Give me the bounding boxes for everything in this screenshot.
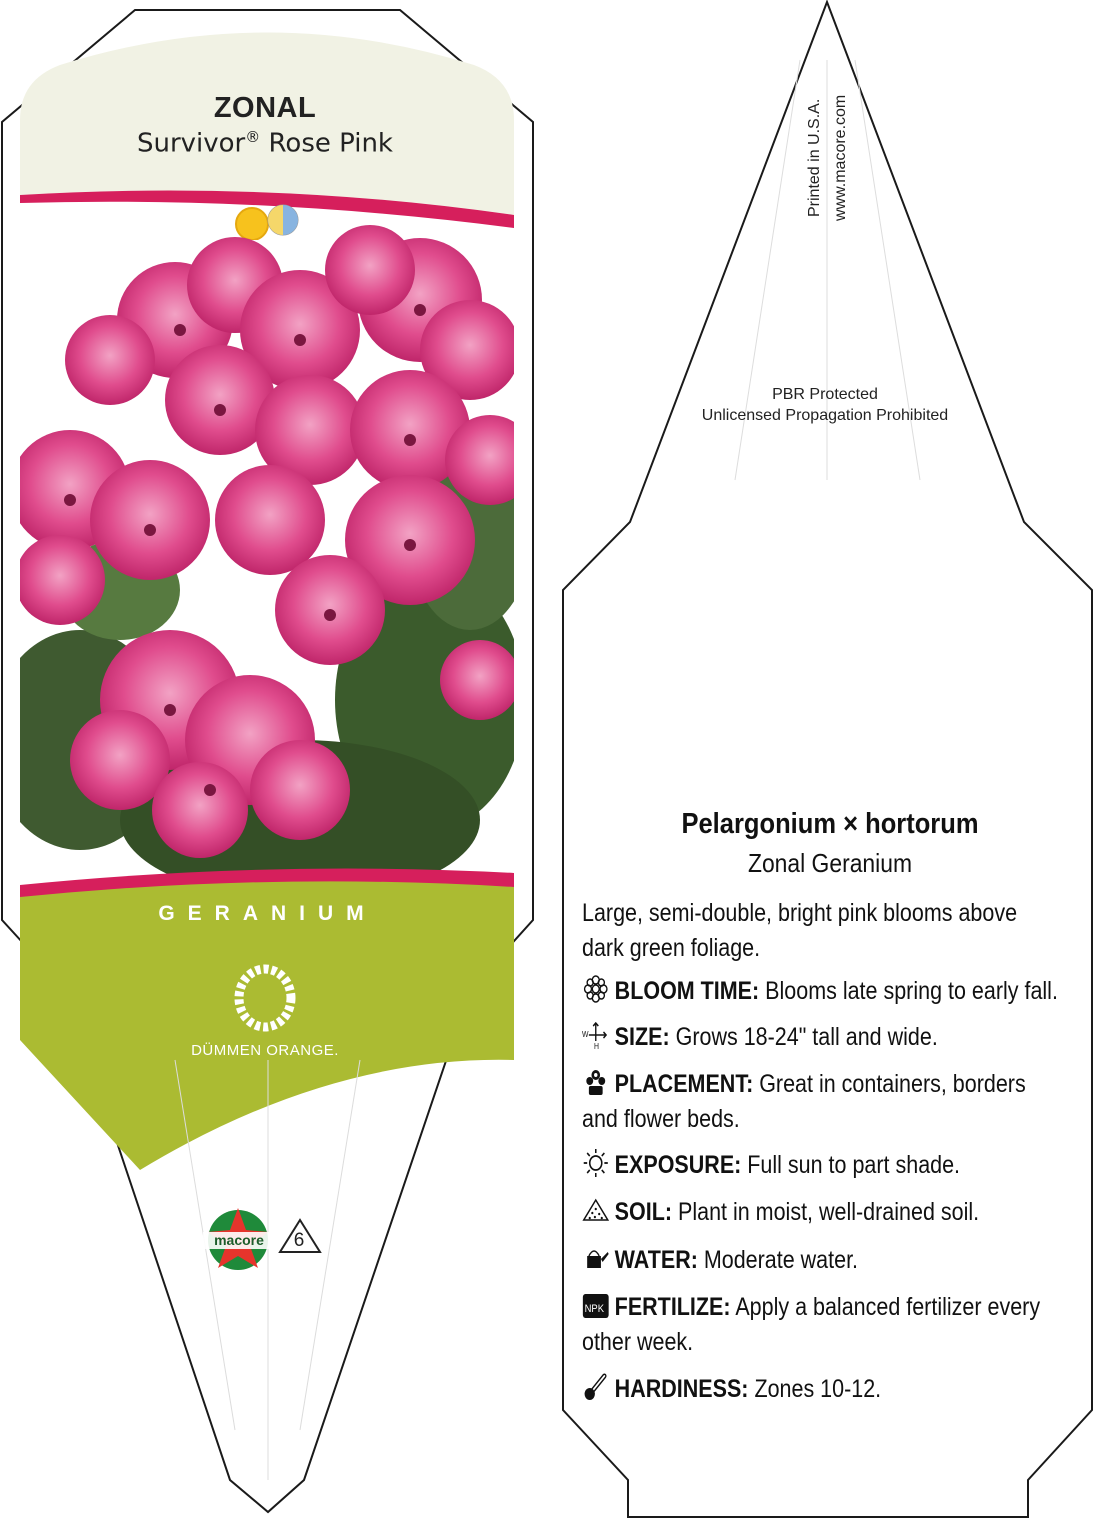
common-name: Zonal Geranium bbox=[747, 848, 913, 878]
bloom-time-label: BLOOM TIME: bbox=[614, 977, 760, 1005]
bloom-time-text: Blooms late spring to early fall. bbox=[759, 977, 1058, 1005]
attr-soil bbox=[582, 1195, 1064, 1230]
size-arrows-icon bbox=[582, 1021, 610, 1049]
watering-can-icon bbox=[582, 1244, 610, 1272]
svg-text:H: H bbox=[594, 1041, 600, 1049]
exposure-label: EXPOSURE: bbox=[614, 1151, 742, 1179]
printed-in-usa: Printed in U.S.A. bbox=[806, 98, 823, 217]
variety-series: Survivor bbox=[136, 128, 246, 159]
website-url: www.macore.com bbox=[832, 94, 849, 221]
flower-icon bbox=[582, 975, 610, 1003]
attr-water bbox=[582, 1243, 1064, 1278]
sun-icon bbox=[582, 1149, 610, 1177]
fertilize-label: FERTILIZE: bbox=[614, 1293, 731, 1321]
pbr-line-2: Unlicensed Propagation Prohibited bbox=[701, 407, 949, 424]
registered-mark: ® bbox=[245, 128, 261, 146]
botanical-name: Pelargonium × hortorum bbox=[681, 808, 979, 840]
attr-bloom-time bbox=[582, 974, 1064, 1009]
hardiness-text: Zones 10-12. bbox=[748, 1375, 882, 1403]
svg-text:W: W bbox=[582, 1029, 589, 1040]
attr-hardiness bbox=[582, 1372, 1064, 1407]
variety-name bbox=[90, 128, 440, 159]
macore-logo-text: macore bbox=[214, 1232, 264, 1248]
pbr-notice bbox=[660, 384, 990, 426]
exposure-text: Full sun to part shade. bbox=[741, 1151, 961, 1179]
flower-photo bbox=[0, 225, 535, 900]
water-label: WATER: bbox=[614, 1246, 698, 1274]
attr-fertilize bbox=[582, 1290, 1064, 1360]
variety-color: Rose Pink bbox=[268, 128, 393, 159]
series-title: ZONAL bbox=[213, 92, 317, 124]
placement-label: PLACEMENT: bbox=[614, 1070, 754, 1098]
npk-icon bbox=[582, 1291, 610, 1319]
category-label: GERANIUM bbox=[158, 902, 377, 925]
attr-exposure bbox=[582, 1148, 1064, 1183]
recycle-number: 6 bbox=[293, 1230, 305, 1251]
size-text: Grows 18-24" tall and wide. bbox=[669, 1023, 938, 1051]
attr-size bbox=[582, 1020, 1064, 1055]
hardiness-label: HARDINESS: bbox=[614, 1375, 749, 1403]
fertilize-text: Apply a balanced fertilizer every other week. bbox=[582, 1293, 1041, 1356]
soil-icon bbox=[582, 1196, 610, 1224]
description: Large, semi-double, bright pink blooms above dark green foliage. bbox=[582, 899, 1018, 962]
water-text: Moderate water. bbox=[697, 1246, 859, 1274]
placement-icon bbox=[582, 1068, 610, 1096]
size-label: SIZE: bbox=[614, 1023, 670, 1051]
soil-label: SOIL: bbox=[614, 1198, 673, 1226]
pbr-line-1: PBR Protected bbox=[772, 386, 878, 403]
brand-name: DÜMMEN ORANGE. bbox=[191, 1042, 339, 1059]
soil-text: Plant in moist, well-drained soil. bbox=[672, 1198, 980, 1226]
attr-placement bbox=[582, 1067, 1064, 1137]
svg-text:NPK: NPK bbox=[584, 1303, 605, 1316]
thermometer-icon bbox=[582, 1373, 610, 1401]
placement-text: Great in containers, borders and flower beds. bbox=[582, 1070, 1026, 1133]
